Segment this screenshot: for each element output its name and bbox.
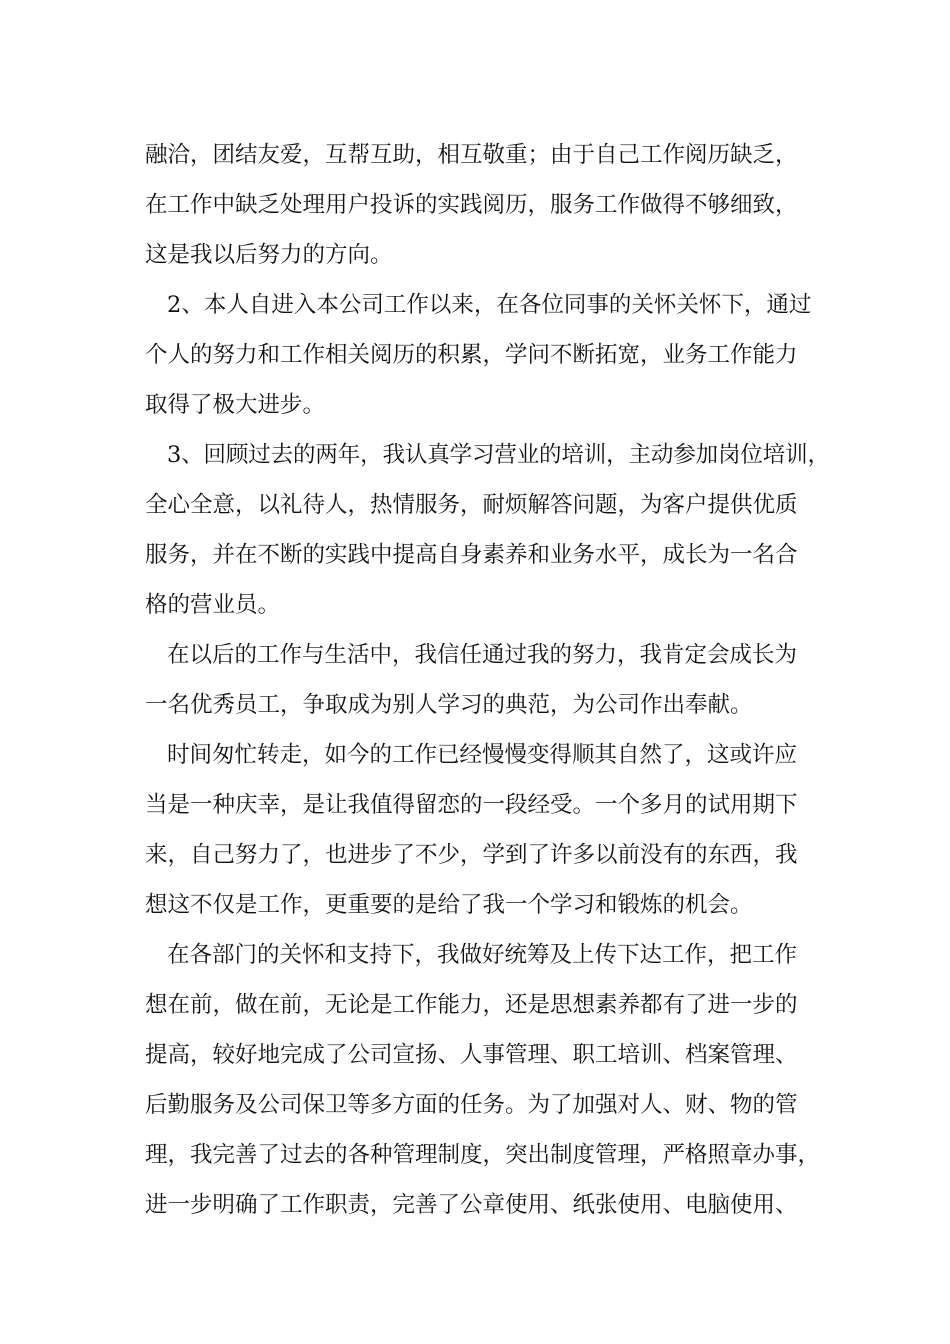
text-line: 当是一种庆幸，是让我值得留恋的一段经受。一个多月的试用期下 (145, 792, 798, 818)
text-line: 来，自己努力了，也进步了不少，学到了许多以前没有的东西，我 (145, 842, 798, 868)
text-line: 想这不仅是工作，更重要的是给了我一个学习和锻炼的机会。 (145, 892, 753, 918)
text-line: 个人的努力和工作相关阅历的积累，学问不断拓宽，业务工作能力 (145, 342, 798, 368)
text-line: 提高，较好地完成了公司宣扬、人事管理、职工培训、档案管理、 (145, 1042, 798, 1068)
text-line: 进一步明确了工作职责，完善了公章使用、纸张使用、电脑使用、 (145, 1192, 798, 1218)
text-line: 时间匆忙转走，如今的工作已经慢慢变得顺其自然了，这或许应 (167, 742, 798, 768)
text-line: 在工作中缺乏处理用户投诉的实践阅历，服务工作做得不够细致， (145, 192, 798, 218)
text-line: 2、本人自进入本公司工作以来，在各位同事的关怀关怀下，通过 (167, 292, 812, 318)
text-line: 服务，并在不断的实践中提高自身素养和业务水平，成长为一名合 (145, 542, 798, 568)
text-line: 在各部门的关怀和支持下，我做好统筹及上传下达工作，把工作 (167, 942, 798, 968)
text-line: 格的营业员。 (145, 592, 281, 618)
text-line: 在以后的工作与生活中，我信任通过我的努力，我肯定会成长为 (167, 642, 798, 668)
text-line: 全心全意，以礼待人，热情服务，耐烦解答问题，为客户提供优质 (145, 492, 798, 518)
text-line: 理，我完善了过去的各种管理制度，突出制度管理，严格照章办事， (145, 1142, 821, 1168)
text-line: 融洽，团结友爱，互帮互助，相互敬重；由于自己工作阅历缺乏， (145, 142, 798, 168)
text-line: 取得了极大进步。 (145, 392, 326, 418)
text-line: 后勤服务及公司保卫等多方面的任务。为了加强对人、财、物的管 (145, 1092, 798, 1118)
text-line: 一名优秀员工，争取成为别人学习的典范，为公司作出奉献。 (145, 692, 753, 718)
text-line: 3、回顾过去的两年，我认真学习营业的培训，主动参加岗位培训， (167, 442, 830, 468)
document-body (145, 130, 830, 1230)
text-line: 想在前，做在前，无论是工作能力，还是思想素养都有了进一步的 (145, 992, 798, 1018)
text-line: 这是我以后努力的方向。 (145, 242, 393, 268)
